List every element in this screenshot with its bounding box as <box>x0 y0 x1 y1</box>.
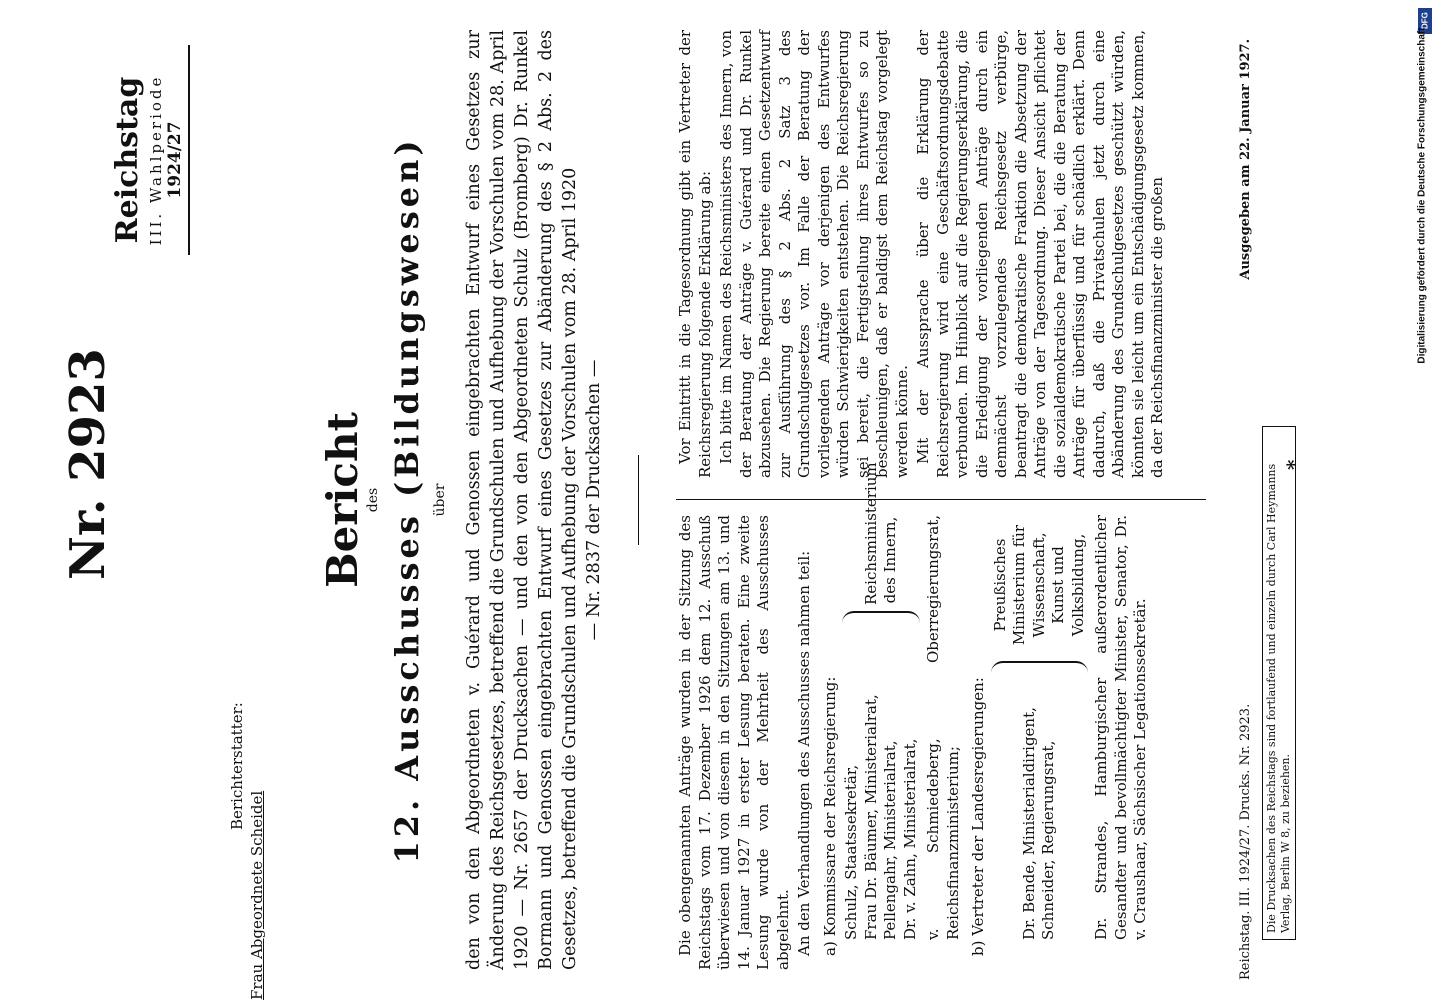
intro-paragraph <box>462 30 606 970</box>
representatives-heading: b) Vertreter der Landesregierungen: <box>969 677 987 956</box>
document-number: Nr. 2923 <box>60 348 116 580</box>
right-paragraph-1: Vor Eintritt in die Tagesordnung gibt ein Vertreter der Reichsregierung folgende Erklärung ab: <box>676 30 714 478</box>
left-paragraph-2: An den Verhandlungen des Ausschusses nahmen teil: <box>795 550 813 956</box>
commissioners-list <box>842 633 920 940</box>
left-column <box>676 462 1151 970</box>
wahlperiode-label: III. Wahlperiode <box>147 74 165 246</box>
representatives-group <box>991 515 1089 940</box>
intro-reference: — Nr. 2837 der Drucksachen — <box>584 359 604 641</box>
dfg-sidebar-text: Digitalisierung gefördert durch die Deutsche Forschungsgemeinschaft <box>1416 27 1428 364</box>
berichterstatter-name: Frau Abgeordnete Scheidel <box>248 790 266 1000</box>
representative-item: Dr. Bende, Ministerialdirigent, <box>1019 707 1038 940</box>
brace <box>842 611 920 627</box>
report-title: Bericht <box>318 412 367 588</box>
intro-text: den von den Abgeordneten v. Guérard und Genossen eingebrachten Entwurf eines Gesetzes zur Änderung des Reichsgesetzes, betreffend die Grundschulen und Aufhebung der Vorschulen vom 28. April 1920 — Nr. 2657 der Drucksachen — und den von den Abgeordneten Schulz (Bromberg) Dr. Runkel Bormann und Genossen eingebrachten Entwurf eines Gesetzes zur Abänderung des § 2 Abs. 2 des Gesetzes, betreffend die Grundschulen und Aufhebung der Vorschulen vom 28. April 1920 <box>464 30 580 970</box>
commissioner-item: Schulz, Staatssekretär, <box>842 764 860 940</box>
commissioners-group <box>842 462 920 940</box>
representatives-list <box>1020 683 1059 940</box>
left-paragraph-1: Die obengenannten Anträge wurden in der Sitzung des Reichstags vom 17. Dezember 1926 dem 12. Ausschuß überwiesen und von diesem in den Sitzungen am 13. und 14. Januar 1927 in erster Lesung beraten. Eine zweite Lesung wurde von der Mehrheit des Ausschusses abgelehnt. <box>676 515 792 970</box>
footer-distribution-box: Die Drucksachen des Reichstags sind fortlaufend und einzeln durch Carl Heymanns Verlag, Berlin W 8, zu beziehen. <box>1262 426 1296 940</box>
commissioners-heading: a) Kommissare der Reichsregierung: <box>820 676 839 956</box>
committee-title: 12. Ausschusses (Bildungswesen) <box>388 136 426 864</box>
commissioner-item: Dr. v. Zahn, Ministerialrat, <box>900 738 919 940</box>
berichterstatter-label: Berichterstatter: <box>228 702 246 830</box>
right-column <box>676 30 1170 478</box>
commissioner-item: Frau Dr. Bäumer, Ministerialrat, <box>861 694 880 940</box>
brace <box>991 661 1089 677</box>
ministry-label: Reichsministerium des Innern, <box>861 462 899 605</box>
berichterstatter-block <box>228 640 266 1000</box>
prussian-ministry-label: Preußisches Ministerium für Wissenschaft, Kunst und Volksbildung, <box>990 524 1087 646</box>
dfg-sidebar <box>1416 0 1434 400</box>
footer-line <box>1238 20 1253 980</box>
commissioner-item-last: v. Schmiedeberg, Oberregierungsrat, Reichsfinanzministerium; <box>924 515 962 940</box>
column-divider <box>676 499 1206 500</box>
footer-asterisk: * <box>1282 459 1306 470</box>
report-ueber: über <box>432 483 448 517</box>
report-des: des <box>365 487 381 513</box>
right-paragraph-2: Ich bitte im Namen des Reichsministers des Innern, von der Beratung der Anträge v. Guérard und Dr. Runkel abzusehen. Die Regierung bereite einen Gesetzentwurf zur Ausführung des § 2 Abs. 2 Satz 3 des Grundschulgesetzes vor. Im Falle der Beratung der vorliegenden Anträge vor derjenigen des Entwurfes würden Schwierigkeiten entstehen. Die Reichsregierung sei bereit, die Fertigstellung ihres Entwurfes so zu beschleunigen, daß er baldigst dem Reichstag vorgelegt werden könne. <box>717 30 911 478</box>
representative-item: Schneider, Regierungsrat, <box>1039 740 1058 940</box>
footer-issued-date: Ausgegeben am 22. Januar 1927. <box>1238 38 1253 280</box>
dfg-logo-icon: DFG <box>1418 8 1432 34</box>
footer-citation: Reichstag. III. 1924/27. Drucks. Nr. 2923. <box>1238 703 1253 980</box>
reichstag-title: Reichstag <box>110 76 145 244</box>
header-rule <box>188 45 190 255</box>
section-divider <box>638 455 639 545</box>
commissioner-item: Pellengahr, Ministerialrat, <box>881 740 899 940</box>
reichstag-header <box>110 50 185 270</box>
right-paragraph-3: Mit der Aussprache über die Erklärung der Reichsregierung wird eine Geschäftsordnungsdebatte verbunden. Im Hinblick auf die Regierungserklärung, die die Erledigung der vorliegenden Anträge durch ein demnächst vorzulegendes Reichsgesetz verbürge, beantragt die demokratische Fraktion die Absetzung der Anträge von der Tagesordnung. Dieser Ansicht pflichtet die sozialdemokratische Partei bei, die die Beratung der Anträge für überflüssig und für schädlich erklärt. Denn dadurch, daß die Privatschulen jetzt durch eine Abänderung des Grundschulgesetzes geschützt würden, könnten sie leicht um ein Entschädigungsgesetz kommen, da der Reichsfinanzminister die großen <box>914 30 1166 478</box>
representatives-rest: Dr. Strandes, Hamburgischer außerordentlicher Gesandter und bevollmächtigter Minister, Senator, Dr. v. Craushaar, Sächsischer Legationssekretär. <box>1092 515 1149 940</box>
wahlperiode-years: 1924/27 <box>165 121 185 199</box>
